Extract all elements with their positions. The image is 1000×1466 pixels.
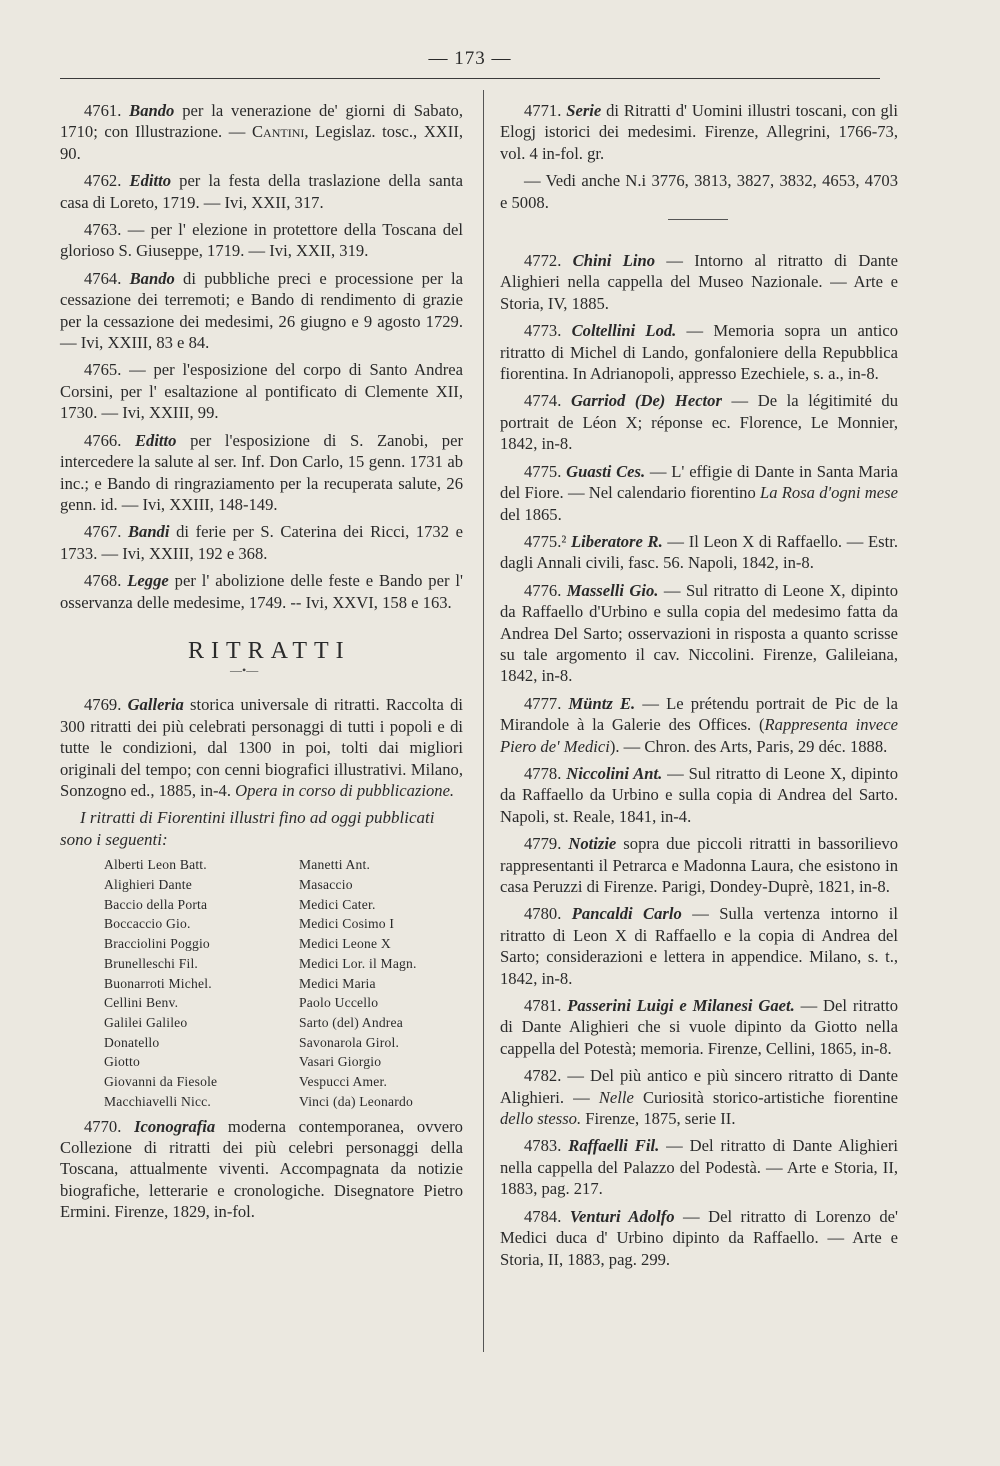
name-item: Manetti Ant. xyxy=(299,857,371,873)
entry xyxy=(500,1065,898,1129)
entry-text: — Del più antico e più sincero ritratto di Dante Alighieri. — xyxy=(500,1066,898,1107)
entry-text: — Del ritratto di Lorenzo de' Medici duca d' Urbino dipinto da Raffaello. — Arte e Storia, II, 1883, pag. 299. xyxy=(500,1206,898,1269)
entry-heading: Iconografia xyxy=(134,1116,216,1136)
entry-text: — Del ritratto di Dante Alighieri nella cappella del Palazzo del Podestà. — Arte e Storia, II, 1883, pag. 217. xyxy=(500,1136,898,1199)
entry xyxy=(500,903,898,989)
entry-italic: Rappresenta invece Piero de' Medici xyxy=(500,715,898,756)
entry-number: 4763. xyxy=(84,220,122,240)
entry-text: — Del ritratto di Dante Alighieri che si vuole dipinto da Giotto nella cappella del Potestà; memoria. Firenze, Cellini, 1865, in-8. xyxy=(500,996,898,1058)
entry-text: — Memoria sopra un antico ritratto di Michel di Lando, gonfaloniere della Repubblica fiorentina. In Adrianopoli, appresso Ezechiele, s. a., in-8. xyxy=(500,321,898,384)
page-number: — 173 — xyxy=(428,48,512,69)
entry-heading: Chini Lino xyxy=(572,251,655,271)
name-item: Masaccio xyxy=(299,877,353,893)
entry-number: 4772. xyxy=(524,251,573,271)
name-item: Medici Maria xyxy=(299,975,376,991)
entry-text: — Sul ritratto di Leone X, dipinto da Raffaello da Urbino e sulla copia di Andrea del Sarto. Napoli, st. Reale, 1841, in-4. xyxy=(500,763,898,826)
entry-heading: Masselli Gio. xyxy=(566,580,659,600)
entry xyxy=(500,320,898,384)
name-item: Giovanni da Fiesole xyxy=(104,1074,218,1090)
entry-italic: Opera in corso di pubblicazione. xyxy=(235,780,455,800)
entry-number: 4768. xyxy=(84,571,128,591)
entry xyxy=(60,100,463,164)
entry-heading: Editto xyxy=(134,430,177,450)
entry-text: — Intorno al ritratto di Dante Alighieri nella cappella del Museo Nazionale. — Arte e Storia, IV, 1885. xyxy=(500,251,898,313)
entry-number: 4774. xyxy=(524,391,571,411)
entry-number: 4775.² xyxy=(524,531,571,551)
entry xyxy=(60,570,463,613)
entry xyxy=(60,219,463,262)
entry-heading: Coltellini Lod. xyxy=(571,321,677,341)
entry-text: di Ritratti d' Uomini illustri toscani, con gli Elogj istorici dei medesimi. Firenze, Allegrini, 1766-73, vol. 4 in-fol. gr. xyxy=(500,101,898,163)
entry-number: 4781. xyxy=(524,996,568,1016)
entry-text: — Sul ritratto di Leone X, dipinto da Raffaello d'Urbino e sulla copia del medesimo fatta da Andrea Del Sarto; osservazioni in risposta a quanto scrisse su tale argomento il cav. Niccolini. Firenze, Galileiana, 1842, in-8. xyxy=(500,580,898,686)
entry-author: Cantini, xyxy=(251,122,309,142)
entry xyxy=(500,833,898,897)
name-item: Alberti Leon Batt. xyxy=(104,857,207,873)
entry-text: di pubbliche preci e processione per la cessazione dei terremoti; e Bando di rendimento di grazie per la cessazione dei medesimi, 26 giugno e 9 agosto 1729. — Ivi, XXIII, 83 e 84. xyxy=(60,268,463,353)
name-item: Vasari Giorgio xyxy=(299,1054,382,1070)
entry-heading: Liberatore R. xyxy=(570,531,663,551)
list-intro: I ritratti di Fiorentini illustri fino ad oggi pubblicati sono i seguenti: xyxy=(60,808,435,850)
entry-number: 4780. xyxy=(524,904,572,924)
name-item: Sarto (del) Andrea xyxy=(299,1015,404,1030)
entry-heading: Guasti Ces. xyxy=(566,461,646,481)
entry xyxy=(60,430,463,516)
entry-text: — Le prétendu portrait de Pic de la Mirandole à la Galerie des Offices. ( xyxy=(500,693,899,735)
entry xyxy=(500,390,898,454)
name-item: Alighieri Dante xyxy=(104,877,192,893)
entry-4769 xyxy=(60,694,463,801)
name-item: Paolo Uccello xyxy=(299,995,379,1011)
name-item: Giotto xyxy=(104,1054,140,1070)
entry-tail: Curiosità storico-artistiche fiorentine xyxy=(633,1087,899,1107)
entry xyxy=(60,521,463,564)
entry-tail: Firenze, 1875, serie II. xyxy=(581,1109,736,1129)
right-column xyxy=(500,100,898,1276)
entry-text: per la festa della traslazione della santa casa di Loreto, 1719. — Ivi, XXII, 317. xyxy=(60,171,463,212)
name-item: Buonarroti Michel. xyxy=(104,975,212,991)
name-item: Bracciolini Poggio xyxy=(104,936,210,952)
section-title: RITRATTI xyxy=(188,637,351,664)
entry-number: 4761. xyxy=(84,101,130,120)
entry-number: 4779. xyxy=(524,834,569,854)
name-item: Vinci (da) Leonardo xyxy=(299,1093,413,1109)
entry-text: per l'esposizione di S. Zanobi, per intercedere la salute al ser. Inf. Don Carlo, 15 genn. 1731 ab inc.; e Bando di ringraziamento per la recuperata salute, 26 genn. id. — Ivi, XXIII, 148-149. xyxy=(60,430,463,514)
entry-number: 4776. xyxy=(524,580,567,600)
entry-tail: ). — Chron. des Arts, Paris, 29 déc. 1888. xyxy=(609,736,888,756)
entry-number: 4775. xyxy=(524,461,567,481)
entry xyxy=(60,170,463,213)
entry-heading: Raffaelli Fil. xyxy=(568,1136,660,1156)
entry-text: per la venerazione de' giorni di Sabato, 1710; con Illustrazione. — xyxy=(60,101,464,142)
entry-text: storica universale di ritratti. Raccolta di 300 ritratti dei più celebrati personaggi di tutti i popoli e di tutte le condizioni, dal 1300 in poi, tolti dai migliori originali del tempo; con cenni biografici illustrativi. Milano, Sonzogno ed., 1885, in-4. xyxy=(60,695,463,800)
entry-heading: Editto xyxy=(129,171,171,191)
entry-text: — De la légitimité du portrait de Léon X; réponse ec. Florence, Le Monnier, 1842, in-8. xyxy=(500,391,899,454)
entry-text: — Sulla vertenza intorno il ritratto di Leon X di Raffaello e la copia di Andrea del Sarto; considerazioni e lettera in appendice. Milano, s. t., 1842, in-8. xyxy=(500,904,899,988)
left-column xyxy=(60,100,463,1229)
entry-heading: Pancaldi Carlo xyxy=(571,904,682,924)
header-rule xyxy=(60,78,880,79)
entry xyxy=(500,531,898,574)
entry xyxy=(500,1135,898,1199)
entry-number: 4764. xyxy=(84,268,130,288)
entry-heading: Garriod (De) Hector xyxy=(570,391,722,411)
names-list xyxy=(104,855,463,1111)
left-entries xyxy=(60,100,463,613)
name-item: Macchiavelli Nicc. xyxy=(104,1093,212,1109)
entry xyxy=(500,580,898,687)
entry xyxy=(60,268,463,354)
entry-number: 4770. xyxy=(84,1116,122,1136)
entry-heading: Bando xyxy=(129,101,175,120)
name-item: Boccaccio Gio. xyxy=(104,916,191,932)
entry-number: 4784. xyxy=(524,1206,570,1226)
name-item: Baccio della Porta xyxy=(104,896,208,912)
entry-text: — per l' elezione in protettore della Toscana del glorioso S. Giuseppe, 1719. — Ivi, XXII, 319. xyxy=(60,220,463,261)
entry-4770 xyxy=(60,1116,463,1223)
separator-rule xyxy=(668,219,728,220)
entry-text: — Il Leon X di Raffaello. — Estr. dagli Annali civili, fasc. 56. Napoli, 1842, in-8. xyxy=(500,531,898,573)
name-item: Cellini Benv. xyxy=(104,995,179,1011)
entry xyxy=(60,359,463,423)
entry-tail: del 1865. xyxy=(500,504,562,524)
entry-number: 4762. xyxy=(84,171,130,191)
see-also: — Vedi anche N.i 3776, 3813, 3827, 3832, 4653, 4703 e 5008. xyxy=(500,171,898,212)
column-divider xyxy=(483,90,484,1352)
entry-number: 4765. xyxy=(84,360,122,380)
entry-heading: Bandi xyxy=(127,522,170,542)
name-item: Medici Leone X xyxy=(299,936,391,952)
entry-text: sopra due piccoli ritratti in bassorilievo rappresentanti il Petrarca e Madonna Laura, che esistono in casa Peruzzi di Firenze. Parigi, Dondey-Duprè, 1821, in-8. xyxy=(500,834,899,896)
entry-heading: Venturi Adolfo xyxy=(569,1206,675,1226)
entry-4771 xyxy=(500,100,898,164)
entry-number: 4773. xyxy=(524,321,572,341)
entry-number: 4777. xyxy=(524,693,569,713)
entry-heading: Notizie xyxy=(568,834,617,854)
entry-number: 4778. xyxy=(524,763,567,783)
name-item: Vespucci Amer. xyxy=(299,1074,388,1090)
entry-number: 4783. xyxy=(524,1136,569,1156)
name-item: Donatello xyxy=(104,1034,160,1050)
name-item: Medici Cosimo I xyxy=(299,916,395,932)
entry-heading: Müntz E. xyxy=(568,693,636,713)
entry-number: 4771. xyxy=(524,101,562,120)
entry-italic: La Rosa d'ogni mese xyxy=(760,483,898,503)
entry-italic: dello stesso. xyxy=(500,1109,582,1129)
entry-heading: Galleria xyxy=(127,695,184,715)
name-item: Medici Cater. xyxy=(299,896,376,912)
entry-heading: Passerini Luigi e Milanesi Gaet. xyxy=(567,996,795,1016)
entry-heading: Serie xyxy=(566,101,602,120)
entry-number: 4782. xyxy=(524,1066,562,1086)
section-ornament: —•— xyxy=(230,663,259,678)
right-entries xyxy=(500,250,898,1270)
entry-text: di ferie per S. Caterina dei Ricci, 1732 e 1733. — Ivi, XXIII, 192 e 368. xyxy=(60,522,464,563)
entry xyxy=(500,763,898,827)
entry xyxy=(500,693,898,757)
entry-heading: Legge xyxy=(127,571,169,591)
name-item: Savonarola Girol. xyxy=(299,1034,400,1050)
entry-text: — per l'esposizione del corpo di Santo Andrea Corsini, per l' esaltazione al pontificato di Clemente XII, 1730. — Ivi, XXIII, 99. xyxy=(60,360,463,423)
entry xyxy=(500,461,898,525)
entry-text: per l' abolizione delle feste e Bando per l' osservanza delle medesime, 1749. -- Ivi, XXVI, 158 e 163. xyxy=(60,571,463,612)
entry xyxy=(500,250,898,314)
entry-text: — L' effigie di Dante in Santa Maria del Fiore. — Nel calendario fiorentino xyxy=(500,461,899,503)
name-item: Medici Lor. il Magn. xyxy=(299,955,417,971)
entry-italic: Nelle xyxy=(598,1087,634,1107)
entry-number: 4766. xyxy=(84,430,135,450)
entry-number: 4769. xyxy=(84,695,122,715)
entry-number: 4767. xyxy=(84,522,128,542)
entry-text: moderna contemporanea, ovvero Collezione di ritratti dei più celebri personaggi della Toscana, attualmente viventi. Accompagnata da notizie biografiche, letterarie e cronologiche. Disegnatore Pietro Ermini. Firenze, 1829, in-fol. xyxy=(60,1116,463,1222)
entry-heading: Niccolini Ant. xyxy=(566,763,663,783)
entry xyxy=(500,1206,898,1270)
entry-tail: Legislaz. tosc., XXII, 90. xyxy=(60,122,463,163)
entry-heading: Bando xyxy=(129,268,175,288)
name-item: Galilei Galileo xyxy=(104,1015,188,1030)
name-item: Brunelleschi Fil. xyxy=(104,955,199,971)
entry xyxy=(500,995,898,1059)
